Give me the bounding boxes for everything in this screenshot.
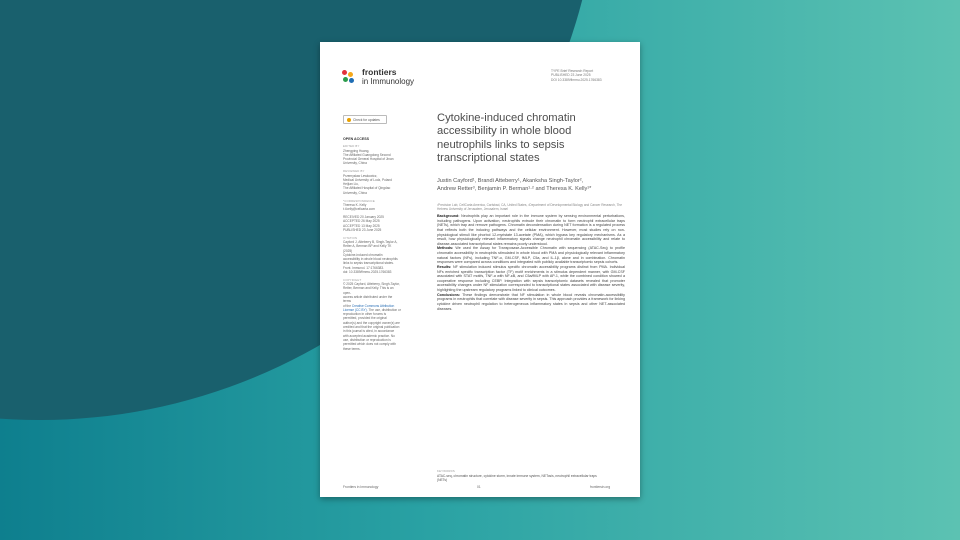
- authors-line: Andrew Retter³, Benjamin P. Berman¹·² and Theresa K. Kelly¹*: [437, 186, 592, 192]
- section-label: *CORRESPONDENCE: [343, 198, 375, 203]
- section-line: credited and that the original publication: [343, 325, 400, 330]
- section-label: CITATION: [343, 235, 358, 240]
- footer-journal: Frontiers in Immunology: [343, 485, 379, 489]
- journal-subname: in Immunology: [362, 77, 415, 86]
- section-line: The Affiliated Hospital of Qingdao: [343, 186, 391, 191]
- abstract-text: NF stimulation induced stimulus specific chromatin accessibility programs distinct from PMA. Individual NFs enriched specific transcription factor (TF) motif enrichments in a stimulus dependent manner, with GM-CSF associated with STAT motifs, TNF-α with NF-κB, and C5a/fMLP with AP-1, while the combined condition showed a cooperative response including CEBP. Integration with sepsis transcriptomic datasets revealed that promoter accessibility changes under NF stimulation corresponded to transcriptional states associated with disease severity, highlighting the upstream regulatory programs linked to clinical outcomes.: [437, 264, 625, 292]
- section-line: permitted, provided the original: [343, 316, 387, 321]
- sidebar: [343, 137, 401, 354]
- abstract-heading: Conclusions:: [437, 292, 461, 297]
- correspondence-email-link[interactable]: t.t.kelly@cellcarta.com: [343, 207, 375, 212]
- author-list: [437, 177, 627, 193]
- check-updates-icon: [347, 118, 351, 122]
- license-link[interactable]: Creative Commons Attribution: [351, 303, 395, 308]
- section-line: ACCEPTED 13 May 2025: [343, 223, 380, 228]
- section-label: REVIEWED BY: [343, 169, 365, 174]
- section-line: doi: 10.3389/fimmu.2025.1766383: [343, 270, 392, 275]
- section-line: Retter A, Berman BP and Kelly TK (2025): [343, 244, 392, 253]
- frontiers-logo-icon: [342, 70, 356, 84]
- section-line: access article distributed under the terms: [343, 295, 393, 304]
- abstract-methods: [437, 246, 625, 265]
- article-title: [437, 112, 627, 166]
- section-label: COPYRIGHT: [343, 277, 362, 282]
- section-line: University, China: [343, 161, 367, 166]
- abstract-text: These findings demonstrate that NF stimulation in whole blood reveals chromatin-accessibility programs in neutrophils that correlate with disease severity in sepsis. This approach provides a framework for linking cytokine driven neutrophil regulation to heterogeneous inflammatory states in sepsis and other NET-associated diseases.: [437, 292, 625, 311]
- section-line: Heijian Liu,: [343, 182, 359, 187]
- paper-page: [320, 42, 640, 497]
- section-line: University, China: [343, 190, 367, 195]
- journal-name: frontiers: [362, 67, 397, 77]
- footer-site-link[interactable]: frontiersin.org: [590, 485, 611, 489]
- page-number: 01: [477, 485, 481, 489]
- published-date: PUBLISHED 23 June 2025: [551, 73, 591, 78]
- title-line: Cytokine-induced chromatin: [437, 112, 576, 124]
- section-line: The Affiliated Guangdong Second: [343, 152, 391, 157]
- section-line: links to sepsis transcriptional states.: [343, 261, 394, 266]
- check-updates-badge[interactable]: [343, 115, 387, 124]
- section-line: these terms.: [343, 346, 361, 351]
- section-line: Przemysław Lewkowicz,: [343, 173, 378, 178]
- section-line: Cytokine-induced chromatin: [343, 252, 383, 257]
- section-line: ACCEPTED 26 May 2025: [343, 219, 380, 224]
- section-label: EDITED BY: [343, 144, 360, 149]
- section-line: permitted which does not comply with: [343, 342, 396, 347]
- section-line: Cayford J, Atteberry B, Singh-Taylor A,: [343, 239, 398, 244]
- authors-line: Justin Cayford¹, Brandi Atteberry¹, Akanksha Singh-Taylor²,: [437, 178, 584, 184]
- license-link-cont[interactable]: License (CC BY).: [343, 307, 368, 312]
- abstract-text: Neutrophils play an important role in the immune system by sensing environmental perturbations, including pathogens. Upon activation, neutrophils extrude their chromatin to form neutrophil extracellular traps (NETs), which trap and remove pathogens. Chromatin decondensation during NET formation is a regulated process that reflects both the inducing pathways and the cellular environment. However, most studies rely on non-physiological stimuli like phorbol 12-myristate 13-acetate (PMA), which bypass key regulatory mechanisms. As a result, how physiologically relevant inflammatory signals change neutrophil chromatin accessibility and relate to disease-associated transcriptional states remains poorly understood.: [437, 214, 625, 246]
- section-line: in this journal is cited, in accordance: [343, 329, 395, 334]
- dates-section: [343, 215, 401, 232]
- keywords-label: KEYWORDS: [437, 469, 455, 473]
- copyright-section: [343, 278, 401, 351]
- section-line: reproduction in other forums is: [343, 312, 387, 317]
- abstract-text: We used the Assay for Transposase-Accessible Chromatin with sequencing (ATAC-Seq) to profile chromatin accessibility in neutrophils stimulated in whole blood with PMA and physiologically relevant inflammatory natural factors (NFs), including TNF-α, GM-CSF, fMLP, C5a, and IL-1β, alone and in combination. Chromatin responses were compared across conditions and integrated with publicly available transcriptomic sepsis cohorts.: [437, 246, 625, 265]
- section-line: accessibility in whole blood neutrophils: [343, 257, 398, 262]
- reviewed-by-section: [343, 169, 401, 195]
- abstract: [437, 214, 625, 311]
- abstract-heading: Background:: [437, 214, 460, 218]
- section-line: The use, distribution or: [368, 307, 401, 312]
- title-line: neutrophils links to sepsis: [437, 138, 565, 151]
- title-line: accessibility in whole blood: [437, 125, 572, 138]
- section-line: Front. Immunol. 17:1766383.: [343, 265, 384, 270]
- citation-section: [343, 236, 401, 275]
- article-type: TYPE Brief Research Report: [551, 69, 594, 73]
- section-line: Theresa K. Kelly: [343, 202, 367, 207]
- abstract-conclusions: [437, 293, 625, 312]
- section-line: Medical University of Lodz, Poland: [343, 177, 392, 182]
- check-updates-label: Check for updates: [353, 117, 380, 122]
- section-line: with accepted academic practice. No: [343, 333, 395, 338]
- section-line: author(s) and the copyright owner(s) are: [343, 320, 400, 325]
- section-line: Retter, Berman and Kelly. This is an open-: [343, 286, 394, 295]
- affiliations: ¹Precision Lab, CellCarta America, Carlsbad, CA, United States, ²Department of Developmental Biology and Cancer Research, The Hebrew University of Jerusalem, Jerusalem, Israel: [437, 203, 623, 212]
- abstract-heading: Methods:: [437, 246, 454, 251]
- abstract-background: [437, 214, 625, 246]
- section-line: © 2025 Cayford, Atteberry, Singh-Taylor,: [343, 282, 400, 287]
- keywords: ATAC-seq, chromatin structure, cytokine storm, innate immune system, NETosis, neutrophil extracellular traps (NETs): [437, 474, 597, 483]
- section-line: Zhengping Huang,: [343, 148, 370, 153]
- article-meta-header: [551, 69, 602, 82]
- section-line: use, distribution or reproduction is: [343, 337, 391, 342]
- open-access-label: OPEN ACCESS: [343, 137, 370, 141]
- section-line: PUBLISHED 23 June 2025: [343, 227, 382, 232]
- abstract-results: [437, 265, 625, 293]
- doi: DOI 10.3389/fimmu.2025.1766383: [551, 77, 602, 82]
- section-line: of the: [343, 303, 351, 308]
- title-line: transcriptional states: [437, 152, 540, 165]
- journal-logo: [342, 68, 414, 86]
- section-line: Provincial General Hospital of Jinan: [343, 157, 394, 162]
- section-line: RECEIVED 20 January 2025: [343, 214, 384, 219]
- edited-by-section: [343, 144, 401, 165]
- abstract-heading: Results:: [437, 264, 452, 269]
- correspondence-section: [343, 199, 401, 212]
